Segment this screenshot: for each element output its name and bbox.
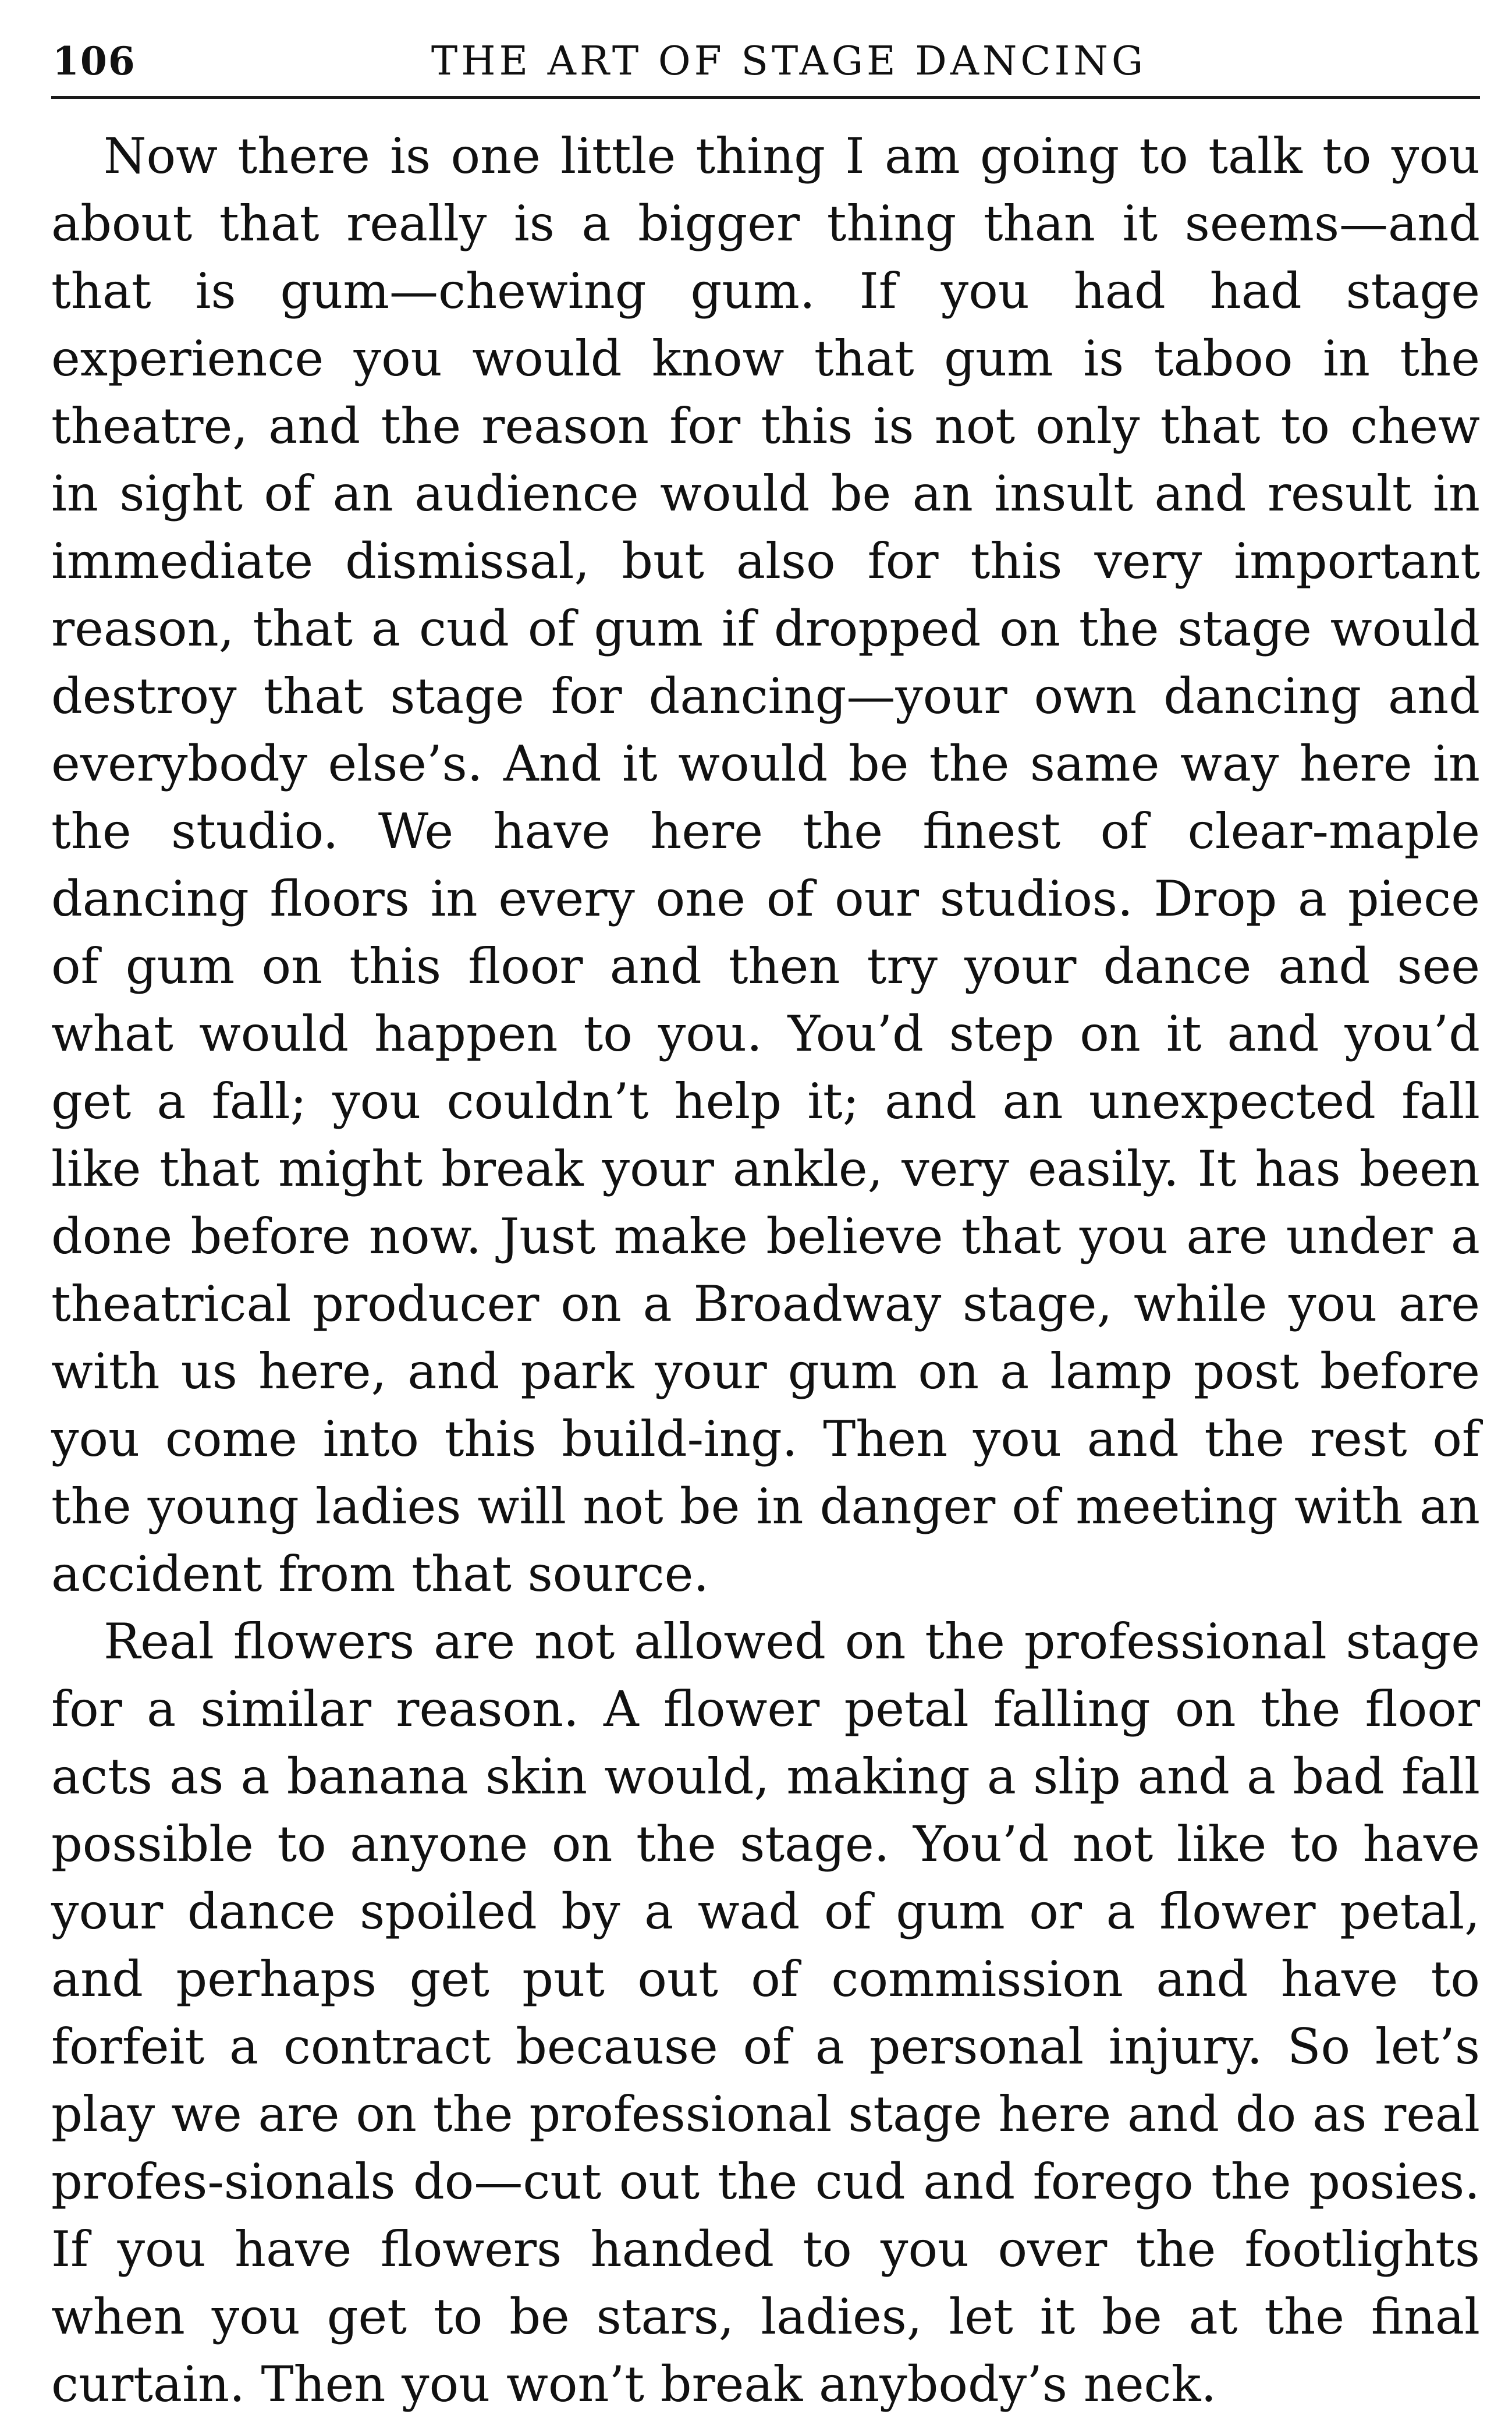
text-body	[51, 122, 1480, 2418]
paragraph-gum: Now there is one little thing I am going to talk to you about that really is a bigger thing than it seems—and that is gum—chewing gum. If you had had stage experience you would know that gum is taboo in the theatre, and the reason for this is not only that to chew in sight of an audience would be an insult and result in immediate dismissal, but also for this very important reason, that a cud of gum if dropped on the stage would destroy that stage for dancing—your own dancing and everybody else’s. And it would be the same way here in the studio. We have here the finest of clear-maple dancing floors in every one of our studios. Drop a piece of gum on this floor and then try your dance and see what would happen to you. You’d step on it and you’d get a fall; you couldn’t help it; and an unexpected fall like that might break your ankle, very easily. It has been done before now. Just make believe that you are under a theatrical producer on a Broadway stage, while you are with us here, and park your gum on a lamp post before you come into this build-ing. Then you and the rest of the young ladies will not be in danger of meeting with an accident from that source.	[51, 127, 1480, 1602]
page-number: 106	[52, 38, 136, 84]
paragraph-flowers: Real flowers are not allowed on the professional stage for a similar reason. A flower petal falling on the floor acts as a banana skin would, making a slip and a bad fall possible to anyone on the stage. You’d not like to have your dance spoiled by a wad of gum or a flower petal, and perhaps get put out of commission and have to forfeit a contract because of a personal injury. So let’s play we are on the professional stage here and do as real profes-sionals do—cut out the cud and forego the posies. If you have flowers handed to you over the footlights when you get to be stars, ladies, let it be at the final curtain. Then you won’t break anybody’s neck.	[51, 1613, 1480, 2413]
running-title: THE ART OF STAGE DANCING	[431, 38, 1147, 84]
book-page	[51, 23, 1480, 2418]
running-head	[51, 23, 1480, 99]
